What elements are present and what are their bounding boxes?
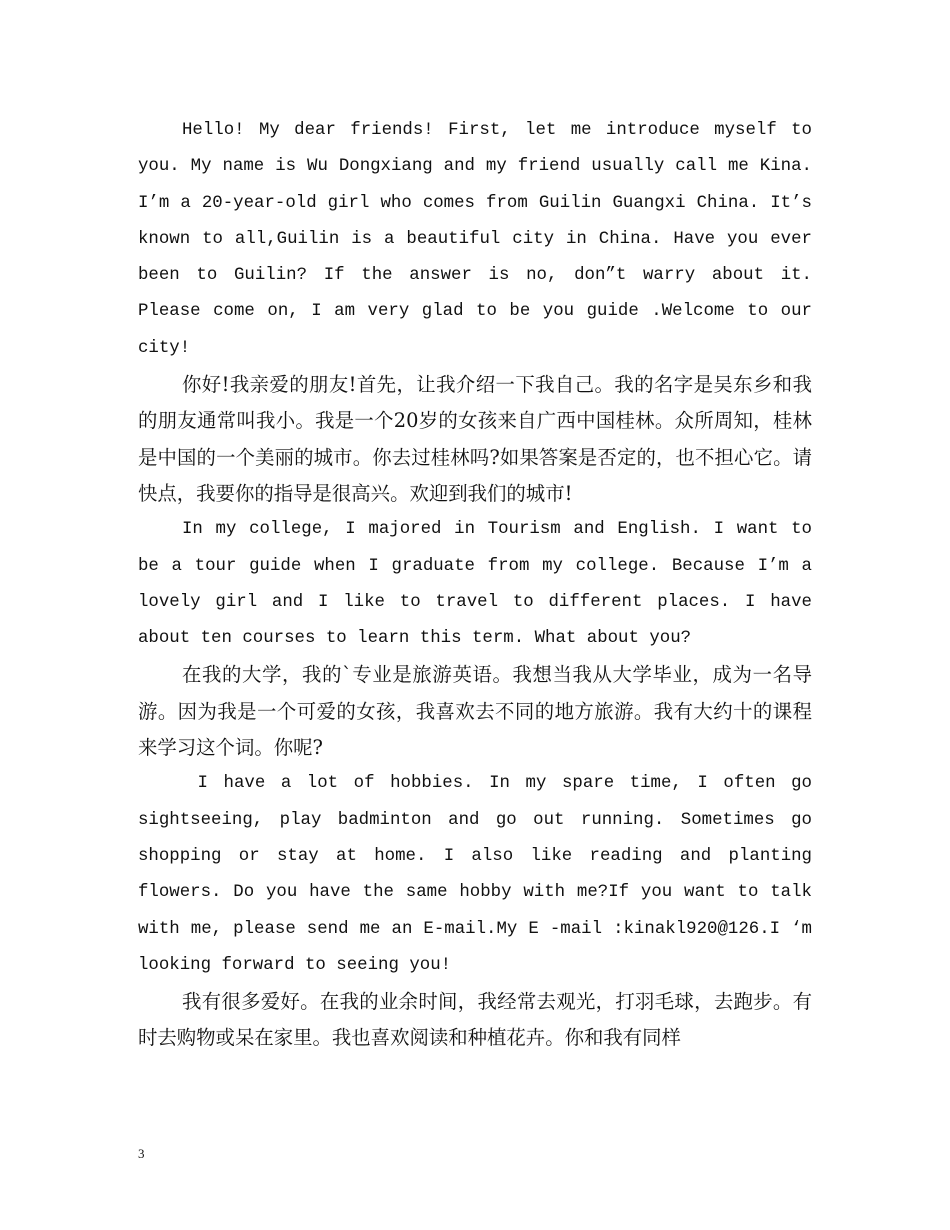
page-number: 3 (138, 1146, 145, 1161)
paragraph-hobbies-chinese: 我有很多爱好。在我的业余时间，我经常去观光，打羽毛球，去跑步。有时去购物或呆在家里。我也喜欢阅读和种植花卉。你和我有同样 (138, 990, 812, 1050)
paragraph-college-english: In my college, I majored in Tourism and English. I want to be a tour guide when I graduate from my college. Because I’m a lovely girl and I like to travel to different places. I have about ten courses to learn this term. What about you? (138, 520, 823, 649)
paragraph-hobbies-english: I have a lot of hobbies. In my spare time, I often go sightseeing, play badminton and go out running. Sometimes go shopping or stay at home. I also like reading and planting flowers. Do you have the same hobby with me?If you want to talk with me, please send me an E-mail.My E -mail :kinakl920@126.I ‘m looking forward to seeing you! (138, 774, 823, 975)
paragraph-college-chinese: 在我的大学，我的`专业是旅游英语。我想当我从大学毕业，成为一名导游。因为我是一个可爱的女孩，我喜欢去不同的地方旅游。我有大约十的课程来学习这个词。你呢? (138, 663, 812, 760)
paragraph-intro-chinese: 你好!我亲爱的朋友!首先，让我介绍一下我自己。我的名字是吴东乡和我的朋友通常叫我小。我是一个20岁的女孩来自广西中国桂林。众所周知，桂林是中国的一个美丽的城市。你去过桂林吗?如果答案是否定的，也不担心它。请快点，我要你的指导是很高兴。欢迎到我们的城市! (138, 373, 812, 505)
document-body (138, 113, 823, 1057)
paragraph-intro-english: Hello! My dear friends! First, let me introduce myself to you. My name is Wu Dongxiang and my friend usually call me Kina. I’m a 20-year-old girl who comes from Guilin Guangxi China. It’s known to all,Guilin is a beautiful city in China. Have you ever been to Guilin? If the answer is no, don”t warry about it. Please come on, I am very glad to be you guide .Welcome to our city! (138, 121, 823, 358)
